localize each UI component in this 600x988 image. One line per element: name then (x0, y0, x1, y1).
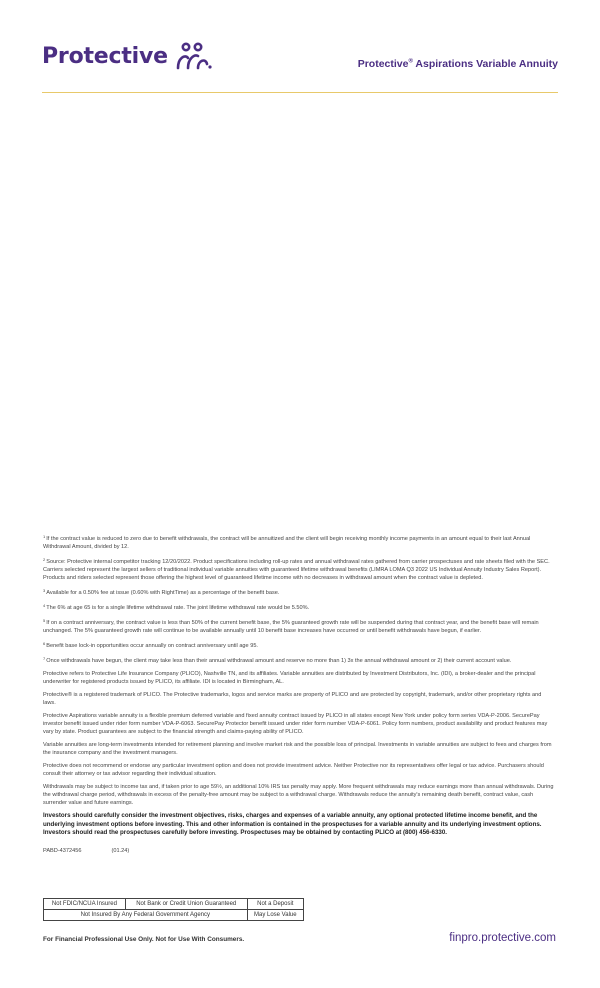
page-header (42, 40, 558, 80)
footnote-text: The 6% at age 65 is for a single lifetime withdrawal rate. The joint lifetime withdrawal rate would be 5.50%. (46, 605, 310, 611)
footnote-number: 2 (43, 557, 46, 562)
disclosure-paragraph: Protective refers to Protective Life Insurance Company (PLICO), Nashville TN, and its affiliates. Variable annuities are distributed by Investment Distributors, Inc. (IDI), a broker-dealer and the principal underwriter for registered products issued by PLICO, its affiliate. IDI is located in Birmingham, AL. (43, 671, 536, 685)
footnote-1 (43, 533, 555, 551)
audience-notice: For Financial Professional Use Only. Not for Use With Consumers. (43, 936, 245, 943)
document-code: PABD-4372456 (43, 847, 82, 854)
disclaimer-cell: May Lose Value (247, 910, 303, 921)
disclosure-paragraph: Protective® is a registered trademark of PLICO. The Protective trademarks, logos and service marks are property of PLICO and are protected by copyright, trademark, and/or other proprietary rights and laws. (43, 692, 542, 706)
footnote-text: Benefit base lock-in opportunities occur annually on contract anniversary until age 95. (46, 643, 258, 649)
footnote-text: If on a contract anniversary, the contract value is less than 50% of the current benefit base, the 5% guaranteed growth rate will be suspended during that contract year, and the benefit base will remain unchanged. The 5% guaranteed growth rate will continue to be available annually until 10 benefit base increases have occurred or until benefit withdrawals have begun, if earlier. (43, 620, 539, 634)
disclaimer-cell: Not a Deposit (247, 899, 303, 910)
document-date: (01.24) (111, 847, 130, 854)
disclaimer-row (44, 899, 304, 910)
disclaimer-cell: Not FDIC/NCUA Insured (44, 899, 126, 910)
footnote-number: 5 (43, 618, 46, 623)
footnote-number: 7 (43, 656, 46, 661)
footnote-2 (43, 556, 555, 582)
footnote-text: Available for a 0.50% fee at issue (0.60% with RightTime) as a percentage of the benefit base. (46, 590, 280, 596)
footnote-text: If the contract value is reduced to zero due to benefit withdrawals, the contract will be annuitized and the client will begin receiving monthly income payments in an amount equal to their last Annual Withdrawal Amount, divided by 12. (43, 536, 531, 550)
product-title (358, 58, 558, 70)
disclaimer-table (43, 898, 304, 921)
product-title-brand: Protective (357, 58, 409, 70)
disclosure-paragraph: Protective Aspirations variable annuity is a flexible premium deferred variable and fixed annuity contract issued by PLICO in all states except New York under policy form series VDA-P-2006. SecurePay investor benefit issued under rider form number VDA-P-6063. SecurePay Protector benefit issued under rider form number VDA-P-6061. Policy form numbers, product availability and product features may vary by state. Product guarantees are subject to the financial strength and claims-paying ability of PLICO. (43, 713, 548, 735)
footnote-5 (43, 617, 555, 635)
logo-text: Protective (42, 43, 168, 69)
footnote-6 (43, 640, 555, 650)
disclosure-paragraph: Withdrawals may be subject to income tax and, if taken prior to age 59½, an additional 10% IRS tax penalty may apply. More frequent withdrawals may reduce earnings more than annual withdrawals. During the withdrawal charge period, withdrawals in excess of the penalty-free amount may be subject to a withdrawal charge. Withdrawals reduce the annuity's remaining death benefit, contract value, cash surrender value and future earnings. (43, 784, 554, 806)
disclosure-paragraph: Protective does not recommend or endorse any particular investment option and does not provide investment advice. Neither Protective nor its representatives offer legal or tax advice. Purchasers should consult their attorney or tax advisor regarding their individual situation. (43, 763, 544, 777)
website-link[interactable]: finpro.protective.com (449, 932, 556, 944)
header-divider (42, 92, 558, 93)
footnote-4 (43, 602, 555, 612)
product-title-name: Aspirations Variable Annuity (412, 58, 558, 70)
footnote-text: Once withdrawals have begun, the client may take less than their annual withdrawal amount and reserve no more than 1) 3x the annual withdrawal amount or 2) their current account value. (46, 658, 512, 664)
disclaimer-cell: Not Insured By Any Federal Government Agency (44, 910, 248, 921)
footnote-number: 4 (43, 603, 46, 608)
prospectus-notice: Investors should carefully consider the investment objectives, risks, charges and expenses of a variable annuity, any optional protected lifetime income benefit, and the underlying investment options before investing. This and other information is contained in the prospectuses for a variable annuity and its underlying investment options. Investors should read the prospectuses carefully before investing. Prospectuses may be obtained by contacting PLICO at (800) 456-6330. (43, 812, 542, 836)
footnote-7 (43, 655, 555, 665)
footnote-number: 6 (43, 641, 46, 646)
protective-logo[interactable] (42, 42, 212, 70)
disclaimer-cell: Not Bank or Credit Union Guaranteed (125, 899, 247, 910)
people-logo-icon (174, 42, 212, 70)
footnote-number: 3 (43, 588, 46, 593)
footnote-3 (43, 587, 555, 597)
footnote-text: Source: Protective internal competitor tracking 12/20/2022. Product specifications including roll-up rates and annual withdrawal rates gathered from carrier prospectuses and rate sheets filed with the SEC. Carriers selected represent the largest sellers of traditional individual variable annuities with guaranteed lifetime withdrawal benefits (LIMRA LOMA Q3 2022 US Individual Annuity Industry Sales Report). Products and riders selected represent those offering the highest level of guaranteed lifetime income with no decreases in withdrawal amount when the contract value is depleted. (43, 559, 550, 581)
registered-mark: ® (408, 58, 413, 65)
disclosure-paragraph: Variable annuities are long-term investments intended for retirement planning and involve market risk and the possible loss of principal. Investments in variable annuities are subject to fees and charges from the insurance company and the investment managers. (43, 742, 552, 756)
footnote-number: 1 (43, 534, 46, 539)
footnotes-section (43, 533, 555, 860)
document-code-line (43, 847, 555, 855)
disclaimer-row (44, 910, 304, 921)
